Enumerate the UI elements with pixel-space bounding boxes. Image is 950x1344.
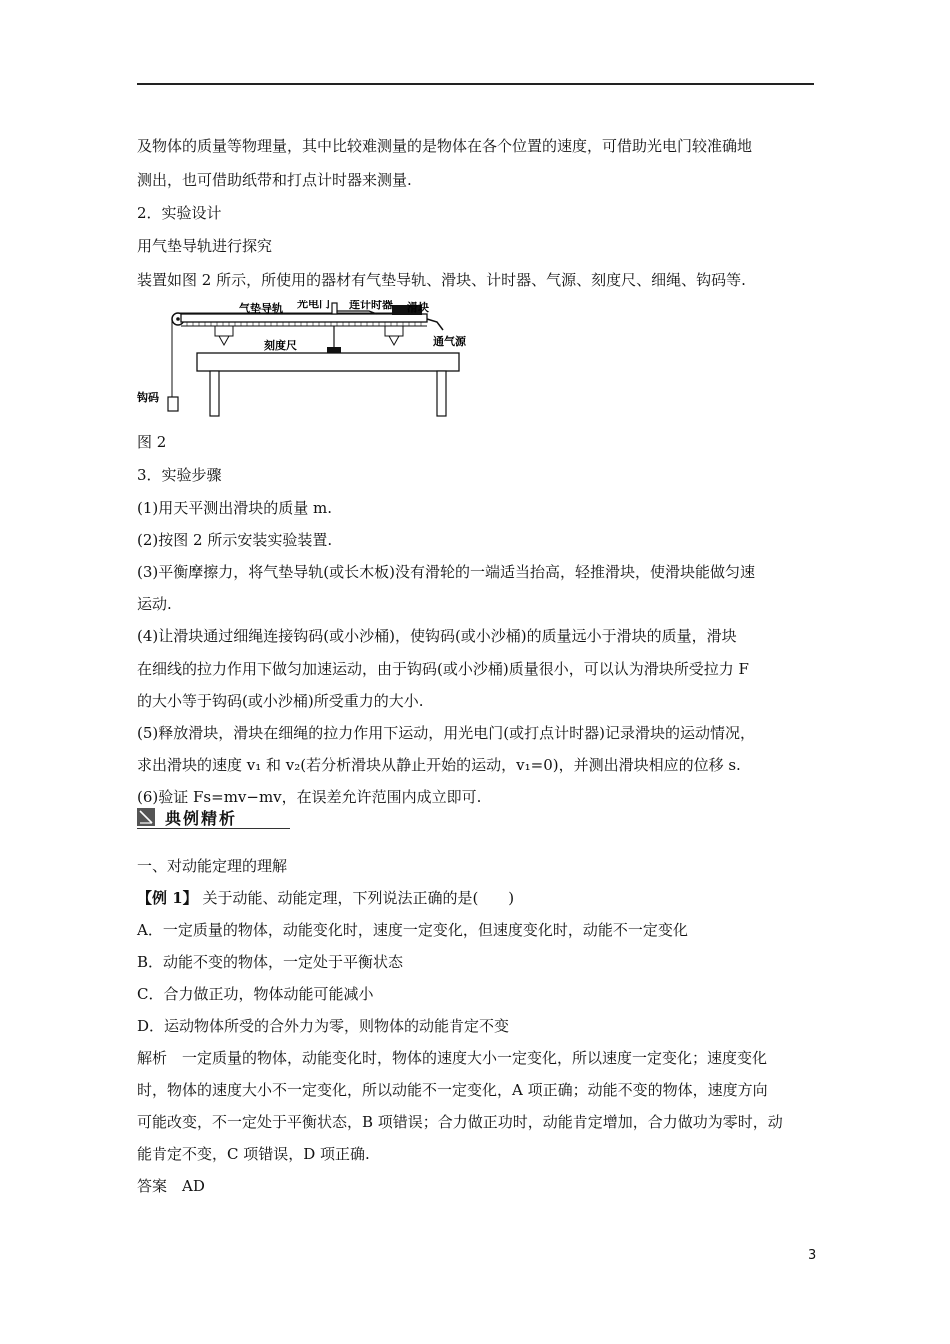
section-header [137,806,290,830]
option-c: C．合力做正功，物体动能可能减小 [137,985,374,1003]
air-hose [427,319,443,330]
label-photogate: 光电门 [297,300,330,310]
step-line: 的大小等于钩码(或小沙桶)所受重力的大小. [137,692,424,710]
label-air-source: 通气源 [433,335,466,348]
body-line: 及物体的质量等物理量，其中比较难测量的是物体在各个位置的速度，可借助光电门较准确地 [137,137,753,155]
subsection-title: 一、对动能定理的理解 [137,857,288,875]
section-title: 典例精析 [165,809,238,828]
step-line: (3)平衡摩擦力，将气垫导轨(或长木板)没有滑轮的一端适当抬高，轻推滑块，使滑块能做匀速 [137,563,755,581]
header-rule [137,83,814,85]
option-d: D．运动物体所受的合外力为零，则物体的动能肯定不变 [137,1017,510,1035]
body-line: 用气垫导轨进行探究 [137,237,273,255]
label-weight: 钩码 [137,391,159,404]
photogate [332,303,337,314]
example-question [137,888,514,908]
figure-caption: 图 2 [137,433,167,451]
step-line: (6)验证 Fs=mv−mv，在误差允许范围内成立即可. [137,788,482,806]
step-line: (2)按图 2 所示安装实验装置. [137,531,333,549]
example-label: 【例 1】 [137,889,198,907]
section-heading-steps: 3．实验步骤 [137,466,222,484]
option-b: B．动能不变的物体，一定处于平衡状态 [137,953,404,971]
table-leg [210,371,219,416]
label-ruler: 刻度尺 [264,339,297,352]
step-line: (5)释放滑块，滑块在细绳的拉力作用下运动，用光电门(或打点计时器)记录滑块的运动情况， [137,724,755,742]
air-track-rail [181,314,427,322]
step-line: 求出滑块的速度 v₁ 和 v₂(若分析滑块从静止开始的运动，v₁=0)，并测出滑块相应的位移 s. [137,756,741,774]
body-line: 装置如图 2 所示，所使用的器材有气垫导轨、滑块、计时器、气源、刻度尺、细绳、钩码等. [137,271,746,289]
air-track-figure [137,300,477,424]
label-timer-link: 连计时器 [349,300,393,311]
table-leg [437,371,446,416]
table-top [197,353,459,371]
apparatus-diagram [137,300,477,420]
analysis-line: 可能改变，不一定处于平衡状态，B 项错误；合力做正功时，动能肯定增加，合力做功为零时，动 [137,1113,783,1131]
step-line: (4)让滑块通过细绳连接钩码(或小沙桶)，使钩码(或小沙桶)的质量远小于滑块的质量，滑块 [137,627,737,645]
option-a: A．一定质量的物体，动能变化时，速度一定变化，但速度变化时，动能不一定变化 [137,921,688,939]
analysis-line: 解析 一定质量的物体，动能变化时，物体的速度大小一定变化，所以速度一定变化；速度变化 [137,1049,768,1067]
analysis-line: 能肯定不变，C 项错误，D 项正确. [137,1145,370,1163]
analysis-line: 时，物体的速度大小不一定变化，所以动能不一定变化，A 项正确；动能不变的物体，速度方向 [137,1081,768,1099]
step-line: 在细线的拉力作用下做匀加速运动，由于钩码(或小沙桶)质量很小，可以认为滑块所受拉力 F [137,660,749,678]
step-line: (1)用天平测出滑块的质量 m. [137,499,333,517]
page-number: 3 [808,1248,817,1263]
section-mark-icon [137,808,155,826]
section-heading-design: 2．实验设计 [137,204,222,222]
step-line: 运动. [137,595,172,613]
example-question-text: 关于动能、动能定理，下列说法正确的是( ) [202,889,515,907]
body-line: 测出，也可借助纸带和打点计时器来测量. [137,171,412,189]
label-slider: 滑块 [407,301,429,314]
answer-line: 答案 AD [137,1177,205,1195]
label-air-track: 气垫导轨 [239,302,283,315]
section-underline [137,828,290,829]
hanging-weight [168,397,178,411]
